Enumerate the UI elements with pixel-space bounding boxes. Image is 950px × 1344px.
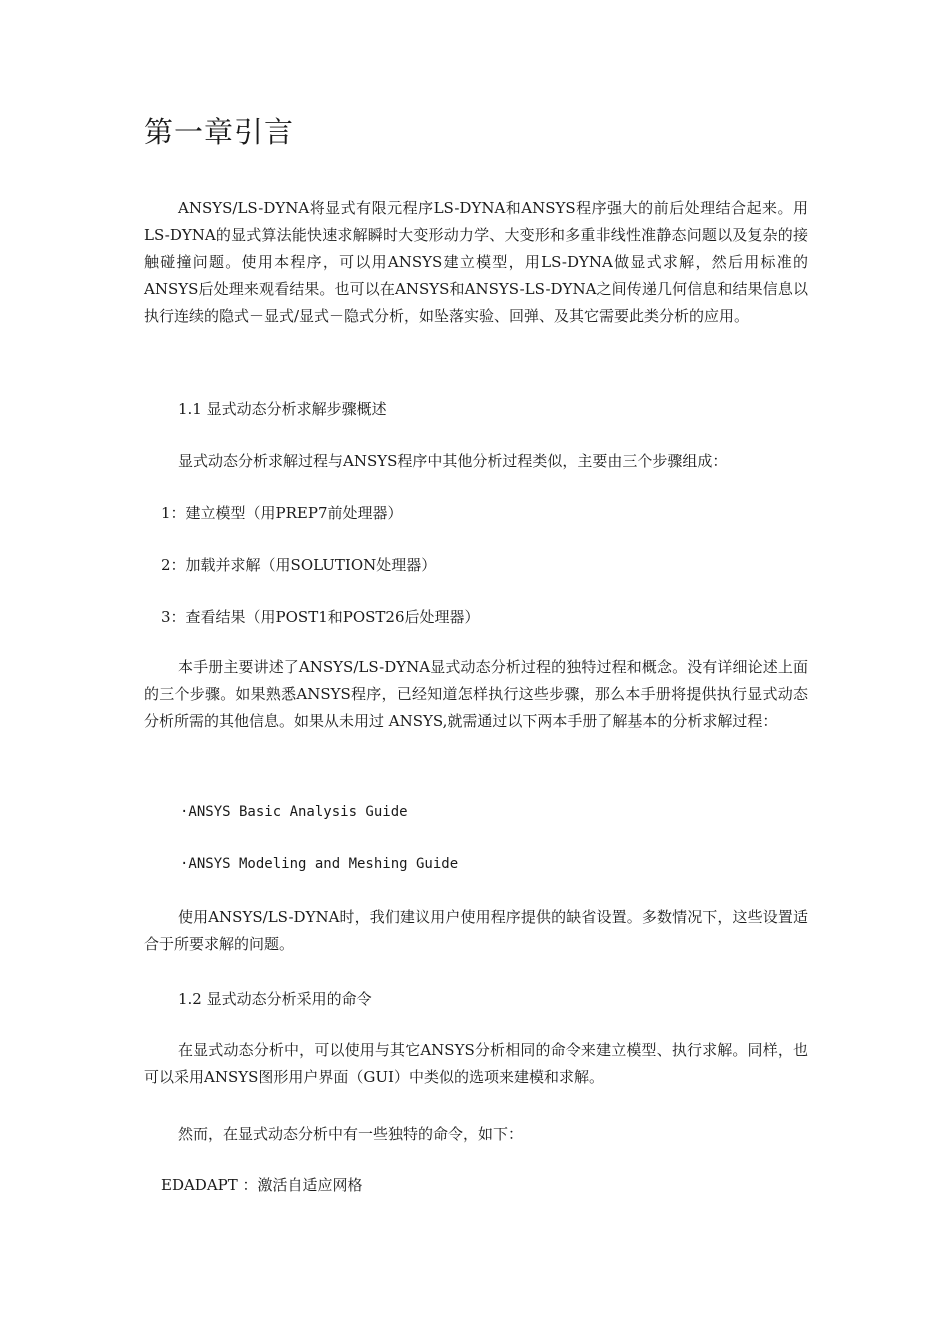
guide-1-item: ·ANSYS Basic Analysis Guide xyxy=(180,804,408,820)
steps-intro-paragraph: 显式动态分析求解过程与ANSYS程序中其他分析过程类似，主要由三个步骤组成： xyxy=(178,452,728,470)
step-3-item: 3：查看结果（用POST1和POST26后处理器） xyxy=(161,608,480,626)
manual-intro-paragraph: 本手册主要讲述了ANSYS/LS-DYNA显式动态分析过程的独特过程和概念。没有详细论述上面的三个步骤。如果熟悉ANSYS程序，已经知道怎样执行这些步骤，那么本手册将提供执行显式动态分析所需的其他信息。如果从未用过 ANSYS,就需通过以下两本手册了解基本的分析求解过程： xyxy=(144,658,808,730)
intro-paragraph: ANSYS/LS-DYNA将显式有限元程序LS-DYNA和ANSYS程序强大的前后处理结合起来。用LS-DYNA的显式算法能快速求解瞬时大变形动力学、大变形和多重非线性准静态问题以及复杂的接触碰撞问题。使用本程序，可以用ANSYS建立模型，用LS-DYNA做显式求解，然后用标准的ANSYS后处理来观看结果。也可以在ANSYS和ANSYS-LS-DYNA之间传递几何信息和结果信息以执行连续的隐式－显式/显式－隐式分析，如坠落实验、回弹、及其它需要此类分析的应用。 xyxy=(144,199,808,325)
edadapt-command-item: EDADAPT ：激活自适应网格 xyxy=(161,1176,363,1194)
guide-2-item: ·ANSYS Modeling and Meshing Guide xyxy=(180,856,459,872)
unique-commands-paragraph: 然而，在显式动态分析中有一些独特的命令，如下： xyxy=(178,1125,524,1143)
section-1-1-heading: 1.1 显式动态分析求解步骤概述 xyxy=(178,400,387,418)
defaults-paragraph: 使用ANSYS/LS-DYNA时，我们建议用户使用程序提供的缺省设置。多数情况下，这些设置适合于所要求解的问题。 xyxy=(144,908,808,953)
step-1-item: 1：建立模型（用PREP7前处理器） xyxy=(161,504,403,522)
step-2-item: 2：加载并求解（用SOLUTION处理器） xyxy=(161,556,437,574)
chapter-title: 第一章引言 xyxy=(144,115,295,149)
section-1-2-heading: 1.2 显式动态分析采用的命令 xyxy=(178,990,372,1008)
commands-intro-paragraph: 在显式动态分析中，可以使用与其它ANSYS分析相同的命令来建立模型、执行求解。同样，也可以采用ANSYS图形用户界面（GUI）中类似的选项来建模和求解。 xyxy=(144,1041,808,1086)
